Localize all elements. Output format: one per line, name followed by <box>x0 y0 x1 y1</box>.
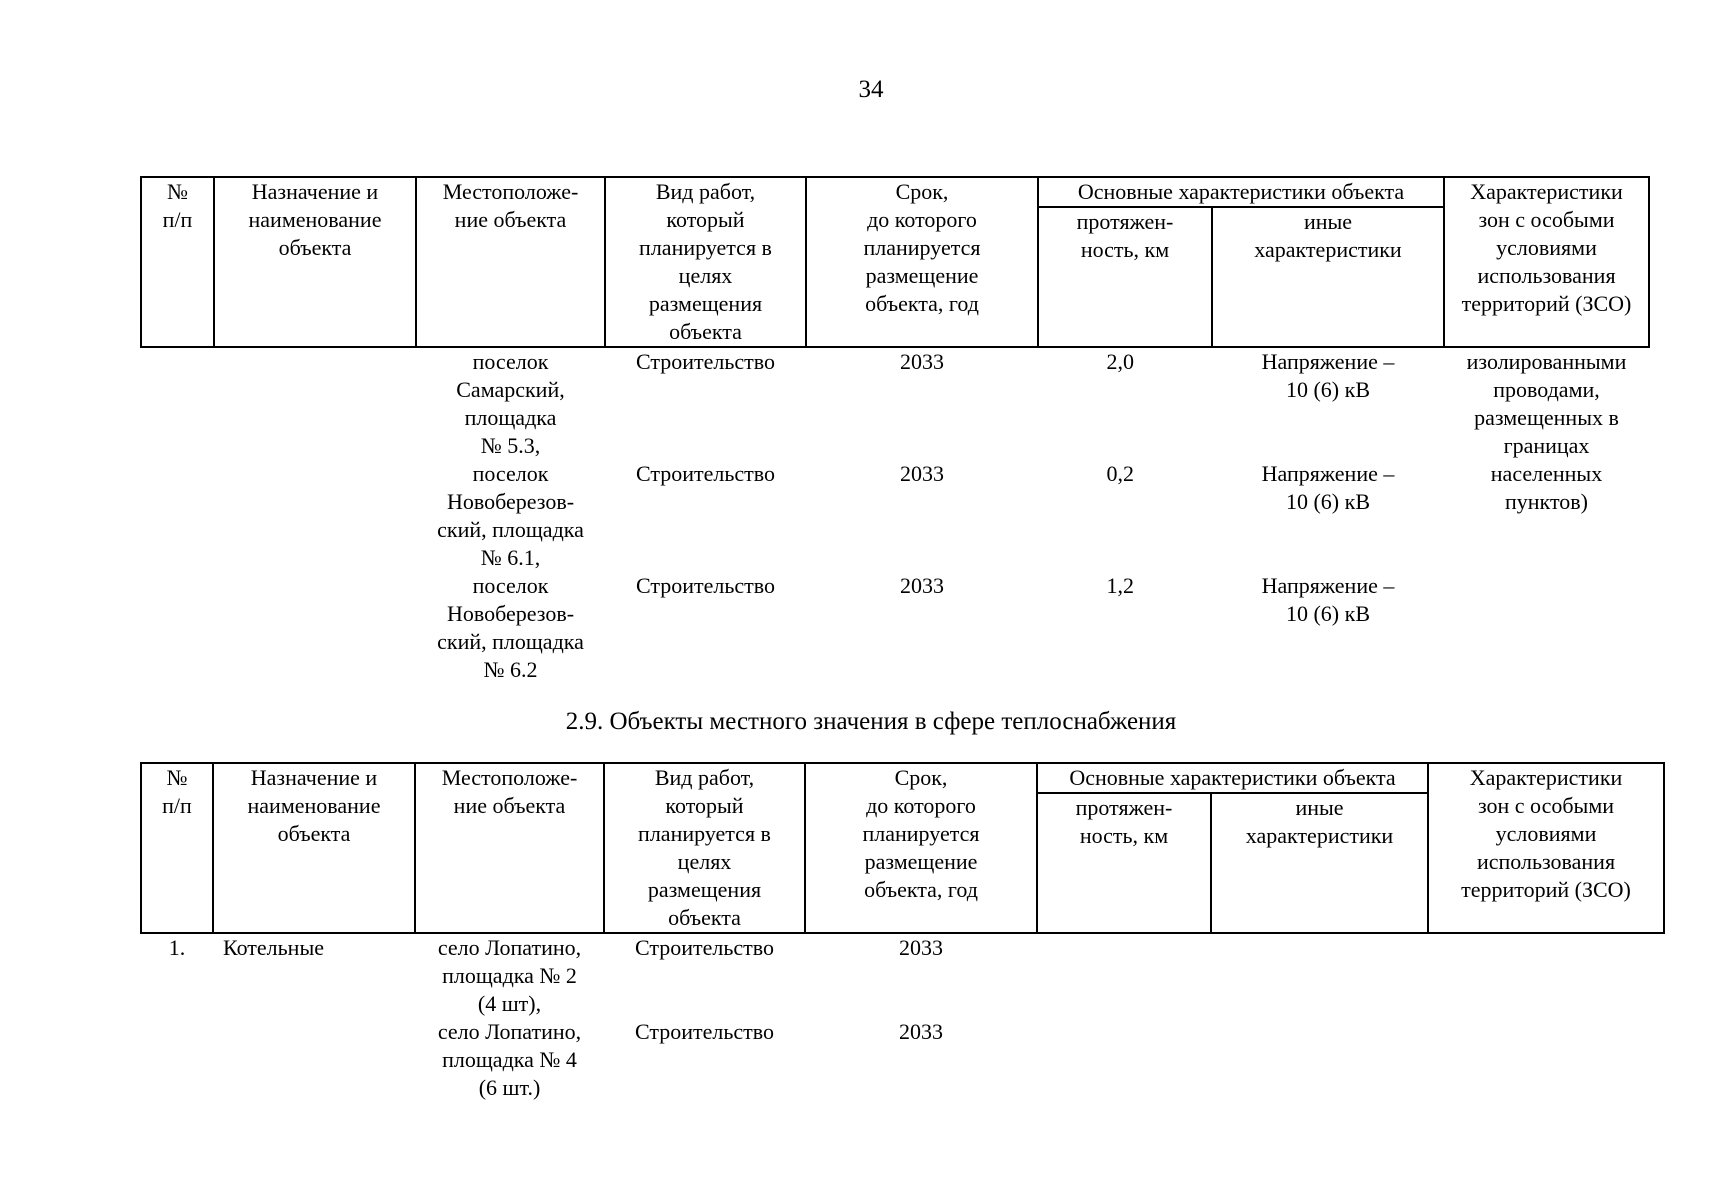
header-num: № п/п <box>141 763 213 933</box>
header-purpose: Назначение и наименование объекта <box>213 763 415 933</box>
location-cell: поселок Самарский, площадка № 5.3, <box>456 349 565 458</box>
header-work-type: Вид работ, который планируется в целях размещения объекта <box>605 177 806 347</box>
location-cell: поселок Новоберезов- ский, площадка № 6.1, <box>437 461 584 570</box>
row-number-cell: 1. <box>168 935 186 960</box>
work-type-cell: Строительство <box>634 1019 775 1044</box>
length-cell: 0,2 <box>1106 461 1134 486</box>
year-cell: 2033 <box>899 1019 943 1044</box>
header-other-characteristics: иные характеристики <box>1212 207 1444 347</box>
object-name-cell: Котельные <box>223 935 324 960</box>
location-cell: село Лопатино, площадка № 2 (4 шт), <box>437 935 582 1016</box>
table-row <box>141 572 1649 684</box>
header-other-characteristics: иные характеристики <box>1211 793 1428 933</box>
header-main-characteristics: Основные характеристики объекта <box>1038 177 1444 207</box>
power-lines-table <box>140 176 1650 684</box>
work-type-cell: Строительство <box>634 935 775 960</box>
heat-supply-table <box>140 762 1665 1102</box>
other-characteristics-cell: Напряжение – 10 (6) кВ <box>1261 461 1395 514</box>
header-length: протяжен- ность, км <box>1037 793 1211 933</box>
table-row <box>141 933 1664 1018</box>
location-cell: село Лопатино, площадка № 4 (6 шт.) <box>437 1019 582 1100</box>
section-title: 2.9. Объекты местного значения в сфере теплоснабжения <box>565 708 1177 735</box>
header-purpose: Назначение и наименование объекта <box>214 177 416 347</box>
year-cell: 2033 <box>900 573 944 598</box>
header-length: протяжен- ность, км <box>1038 207 1212 347</box>
header-location: Местоположе- ние объекта <box>415 763 604 933</box>
zone-characteristics-cell: изолированными проводами, размещенных в границах населенных пунктов) <box>1466 349 1627 514</box>
header-deadline: Срок, до которого планируется размещение объекта, год <box>806 177 1038 347</box>
header-deadline: Срок, до которого планируется размещение объекта, год <box>805 763 1037 933</box>
length-cell: 1,2 <box>1106 573 1134 598</box>
page-number: 34 <box>858 76 884 103</box>
year-cell: 2033 <box>900 461 944 486</box>
location-cell: поселок Новоберезов- ский, площадка № 6.2 <box>437 573 584 682</box>
header-num: № п/п <box>141 177 214 347</box>
table-row <box>141 347 1649 460</box>
other-characteristics-cell: Напряжение – 10 (6) кВ <box>1261 573 1395 626</box>
header-main-characteristics: Основные характеристики объекта <box>1037 763 1428 793</box>
work-type-cell: Строительство <box>635 461 776 486</box>
header-work-type: Вид работ, который планируется в целях размещения объекта <box>604 763 805 933</box>
other-characteristics-cell: Напряжение – 10 (6) кВ <box>1261 349 1395 402</box>
year-cell: 2033 <box>899 935 943 960</box>
table-row <box>141 460 1649 572</box>
work-type-cell: Строительство <box>635 349 776 374</box>
year-cell: 2033 <box>900 349 944 374</box>
length-cell: 2,0 <box>1106 349 1134 374</box>
header-location: Местоположе- ние объекта <box>416 177 605 347</box>
work-type-cell: Строительство <box>635 573 776 598</box>
header-zone-characteristics: Характеристики зон с особыми условиями использования территорий (ЗСО) <box>1428 763 1664 933</box>
header-zone-characteristics: Характеристики зон с особыми условиями использования территорий (ЗСО) <box>1444 177 1649 347</box>
